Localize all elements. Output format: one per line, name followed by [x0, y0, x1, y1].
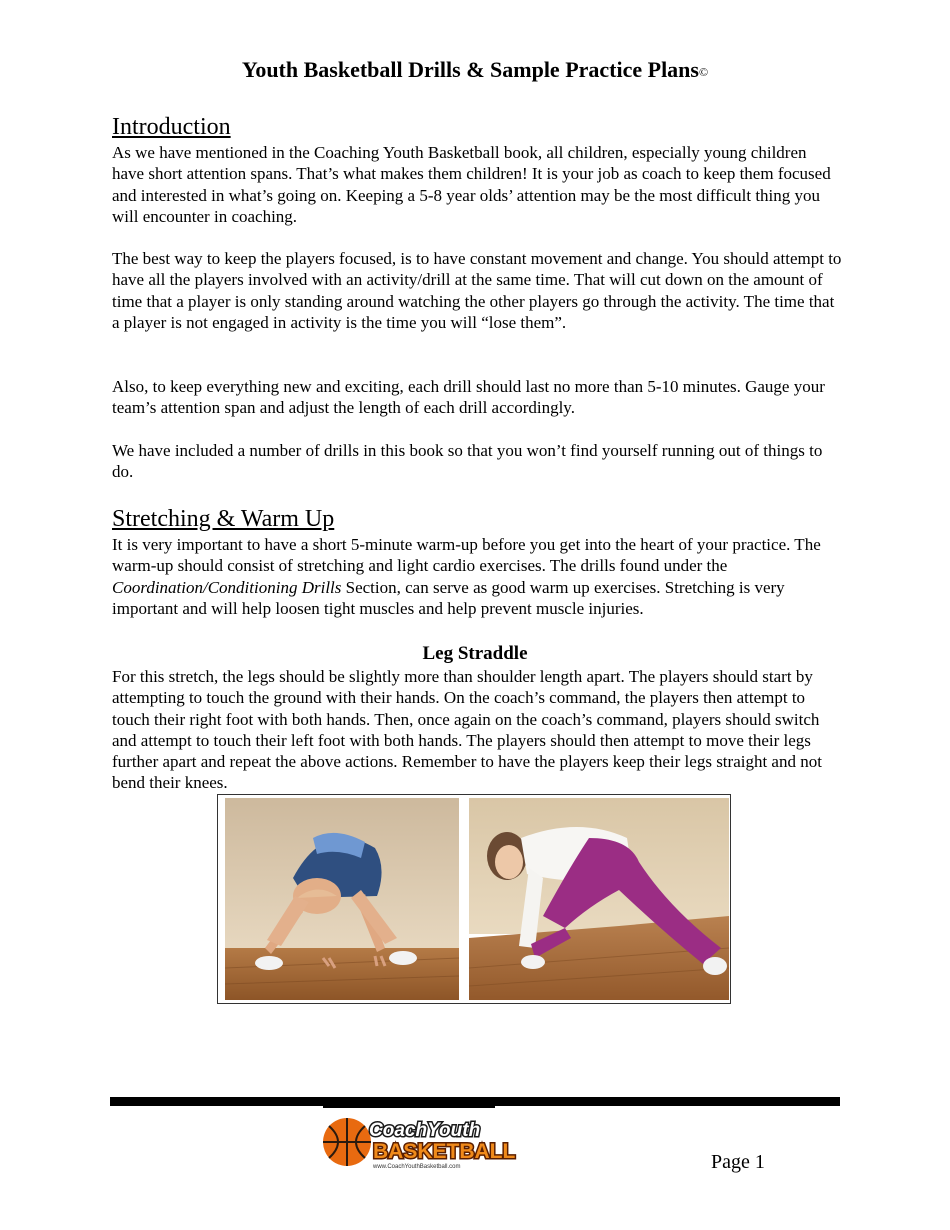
leg-straddle-photos: [217, 794, 731, 1004]
intro-paragraph-3: Also, to keep everything new and exciting, each drill should last no more than 5-10 minutes. Gauge your team’s attention span and adjust the length of each drill accordingly.: [112, 377, 825, 418]
logo-line-2: BASKETBALL: [373, 1140, 516, 1163]
introduction-heading: Introduction: [112, 114, 231, 140]
photo-girl-straddle: [469, 798, 729, 1000]
document-title: [0, 56, 950, 86]
copyright-symbol: ©: [698, 65, 709, 79]
stretching-paragraph: [112, 534, 842, 619]
stretching-drills-reference: Coordination/Conditioning Drills: [112, 577, 342, 597]
intro-paragraph-2: The best way to keep the players focused, is to have constant movement and change. You should attempt to have all the players involved with an activity/drill at the same time. That will cut down on the amount of time that a player is only standing around watching the other players go through the activity. The time that a player is not engaged in activity is the time you will “lose them”.: [112, 249, 842, 332]
leg-straddle-heading: Leg Straddle: [422, 643, 528, 664]
logo-url: www.CoachYouthBasketball.com: [373, 1164, 461, 1170]
title-text: Youth Basketball Drills & Sample Practice Plans: [241, 57, 699, 82]
intro-paragraph-1: As we have mentioned in the Coaching Youth Basketball book, all children, especially young children have short attention spans. That’s what makes them children! It is your job as coach to keep them focused and interested in what’s going on. Keeping a 5-8 year olds’ attention may be the most difficult thing you will encounter in coaching.: [112, 143, 831, 226]
stretching-text-2: Section, can serve as good warm up exercises. Stretching is very important and will help loosen tight muscles and help prevent muscle injuries.: [112, 577, 785, 618]
page-number: Page 1: [711, 1151, 765, 1173]
intro-paragraph-4: We have included a number of drills in this book so that you won’t find yourself running out of things to do.: [112, 441, 823, 482]
footer-rule: [110, 1097, 840, 1106]
stretching-text-1: It is very important to have a short 5-minute warm-up before you get into the heart of your practice. The warm-up should consist of stretching and light cardio exercises. The drills found under the: [112, 535, 821, 576]
photo-boy-straddle: [225, 798, 459, 1000]
logo-line-1: CoachYouth: [369, 1120, 481, 1141]
leg-straddle-paragraph: For this stretch, the legs should be slightly more than shoulder length apart. The players should start by attempting to touch the ground with their hands. On the coach’s command, the players then attempt to touch their right foot with both hands. Then, once again on the coach’s command, players should switch and attempt to touch their left foot with both hands. The players should then attempt to move their legs further apart and repeat the above actions. Remember to have the players keep their legs straight and not bend their knees.: [112, 667, 822, 793]
coach-youth-basketball-logo: [317, 1106, 516, 1172]
stretching-heading: Stretching & Warm Up: [112, 506, 335, 532]
